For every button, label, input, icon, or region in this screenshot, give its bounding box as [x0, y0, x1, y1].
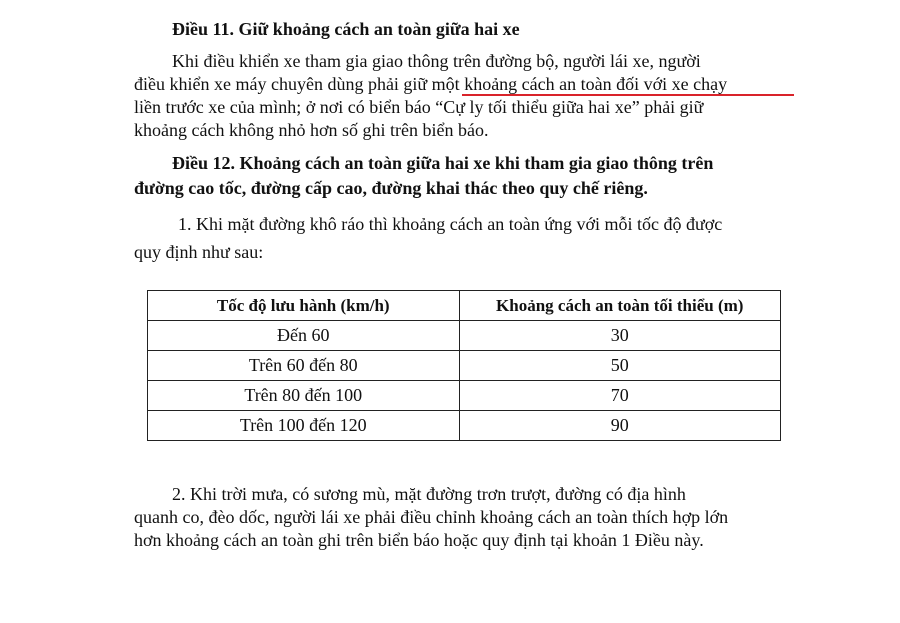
article-12-title-line-2: đường cao tốc, đường cấp cao, đường khai thác theo quy chế riêng. [134, 178, 648, 198]
cell-distance: 50 [459, 351, 781, 381]
table-row [148, 411, 781, 441]
clause-2-line-3: hơn khoảng cách an toàn ghi trên biển báo hoặc quy định tại khoản 1 Điều này. [134, 530, 704, 550]
clause-1-line-1: 1. Khi mặt đường khô ráo thì khoảng cách an toàn ứng với mỗi tốc độ được [178, 214, 723, 234]
cell-speed: Trên 60 đến 80 [148, 351, 460, 381]
table-row [148, 351, 781, 381]
article-11-line-2: điều khiển xe máy chuyên dùng phải giữ một khoảng cách an toàn đối với xe chạy [134, 74, 728, 94]
clause-2-line-2: quanh co, đèo dốc, người lái xe phải điều chỉnh khoảng cách an toàn thích hợp lớn [134, 507, 729, 527]
cell-distance: 30 [459, 321, 781, 351]
article-11-line-3: liền trước xe của mình; ở nơi có biển báo “Cự ly tối thiểu giữa hai xe” phải giữ [134, 97, 704, 117]
table-row [148, 321, 781, 351]
clause-2-line-1: 2. Khi trời mưa, có sương mù, mặt đường trơn trượt, đường có địa hình [172, 484, 686, 504]
cell-distance: 70 [459, 381, 781, 411]
cell-speed: Trên 100 đến 120 [148, 411, 460, 441]
article-12-title-line-1: Điều 12. Khoảng cách an toàn giữa hai xe khi tham gia giao thông trên [172, 153, 714, 173]
article-11-line-4: khoảng cách không nhỏ hơn số ghi trên biển báo. [134, 120, 489, 140]
header-distance: Khoảng cách an toàn tối thiểu (m) [459, 291, 781, 321]
article-11-line-1: Khi điều khiển xe tham gia giao thông trên đường bộ, người lái xe, người [172, 51, 701, 71]
article-11-title: Điều 11. Giữ khoảng cách an toàn giữa hai xe [172, 19, 520, 39]
table-row [148, 381, 781, 411]
table-header-row [148, 291, 781, 321]
cell-speed: Đến 60 [148, 321, 460, 351]
clause-1-line-2: quy định như sau: [134, 242, 264, 262]
cell-distance: 90 [459, 411, 781, 441]
safe-distance-table [147, 290, 781, 441]
header-speed: Tốc độ lưu hành (km/h) [148, 291, 460, 321]
cell-speed: Trên 80 đến 100 [148, 381, 460, 411]
